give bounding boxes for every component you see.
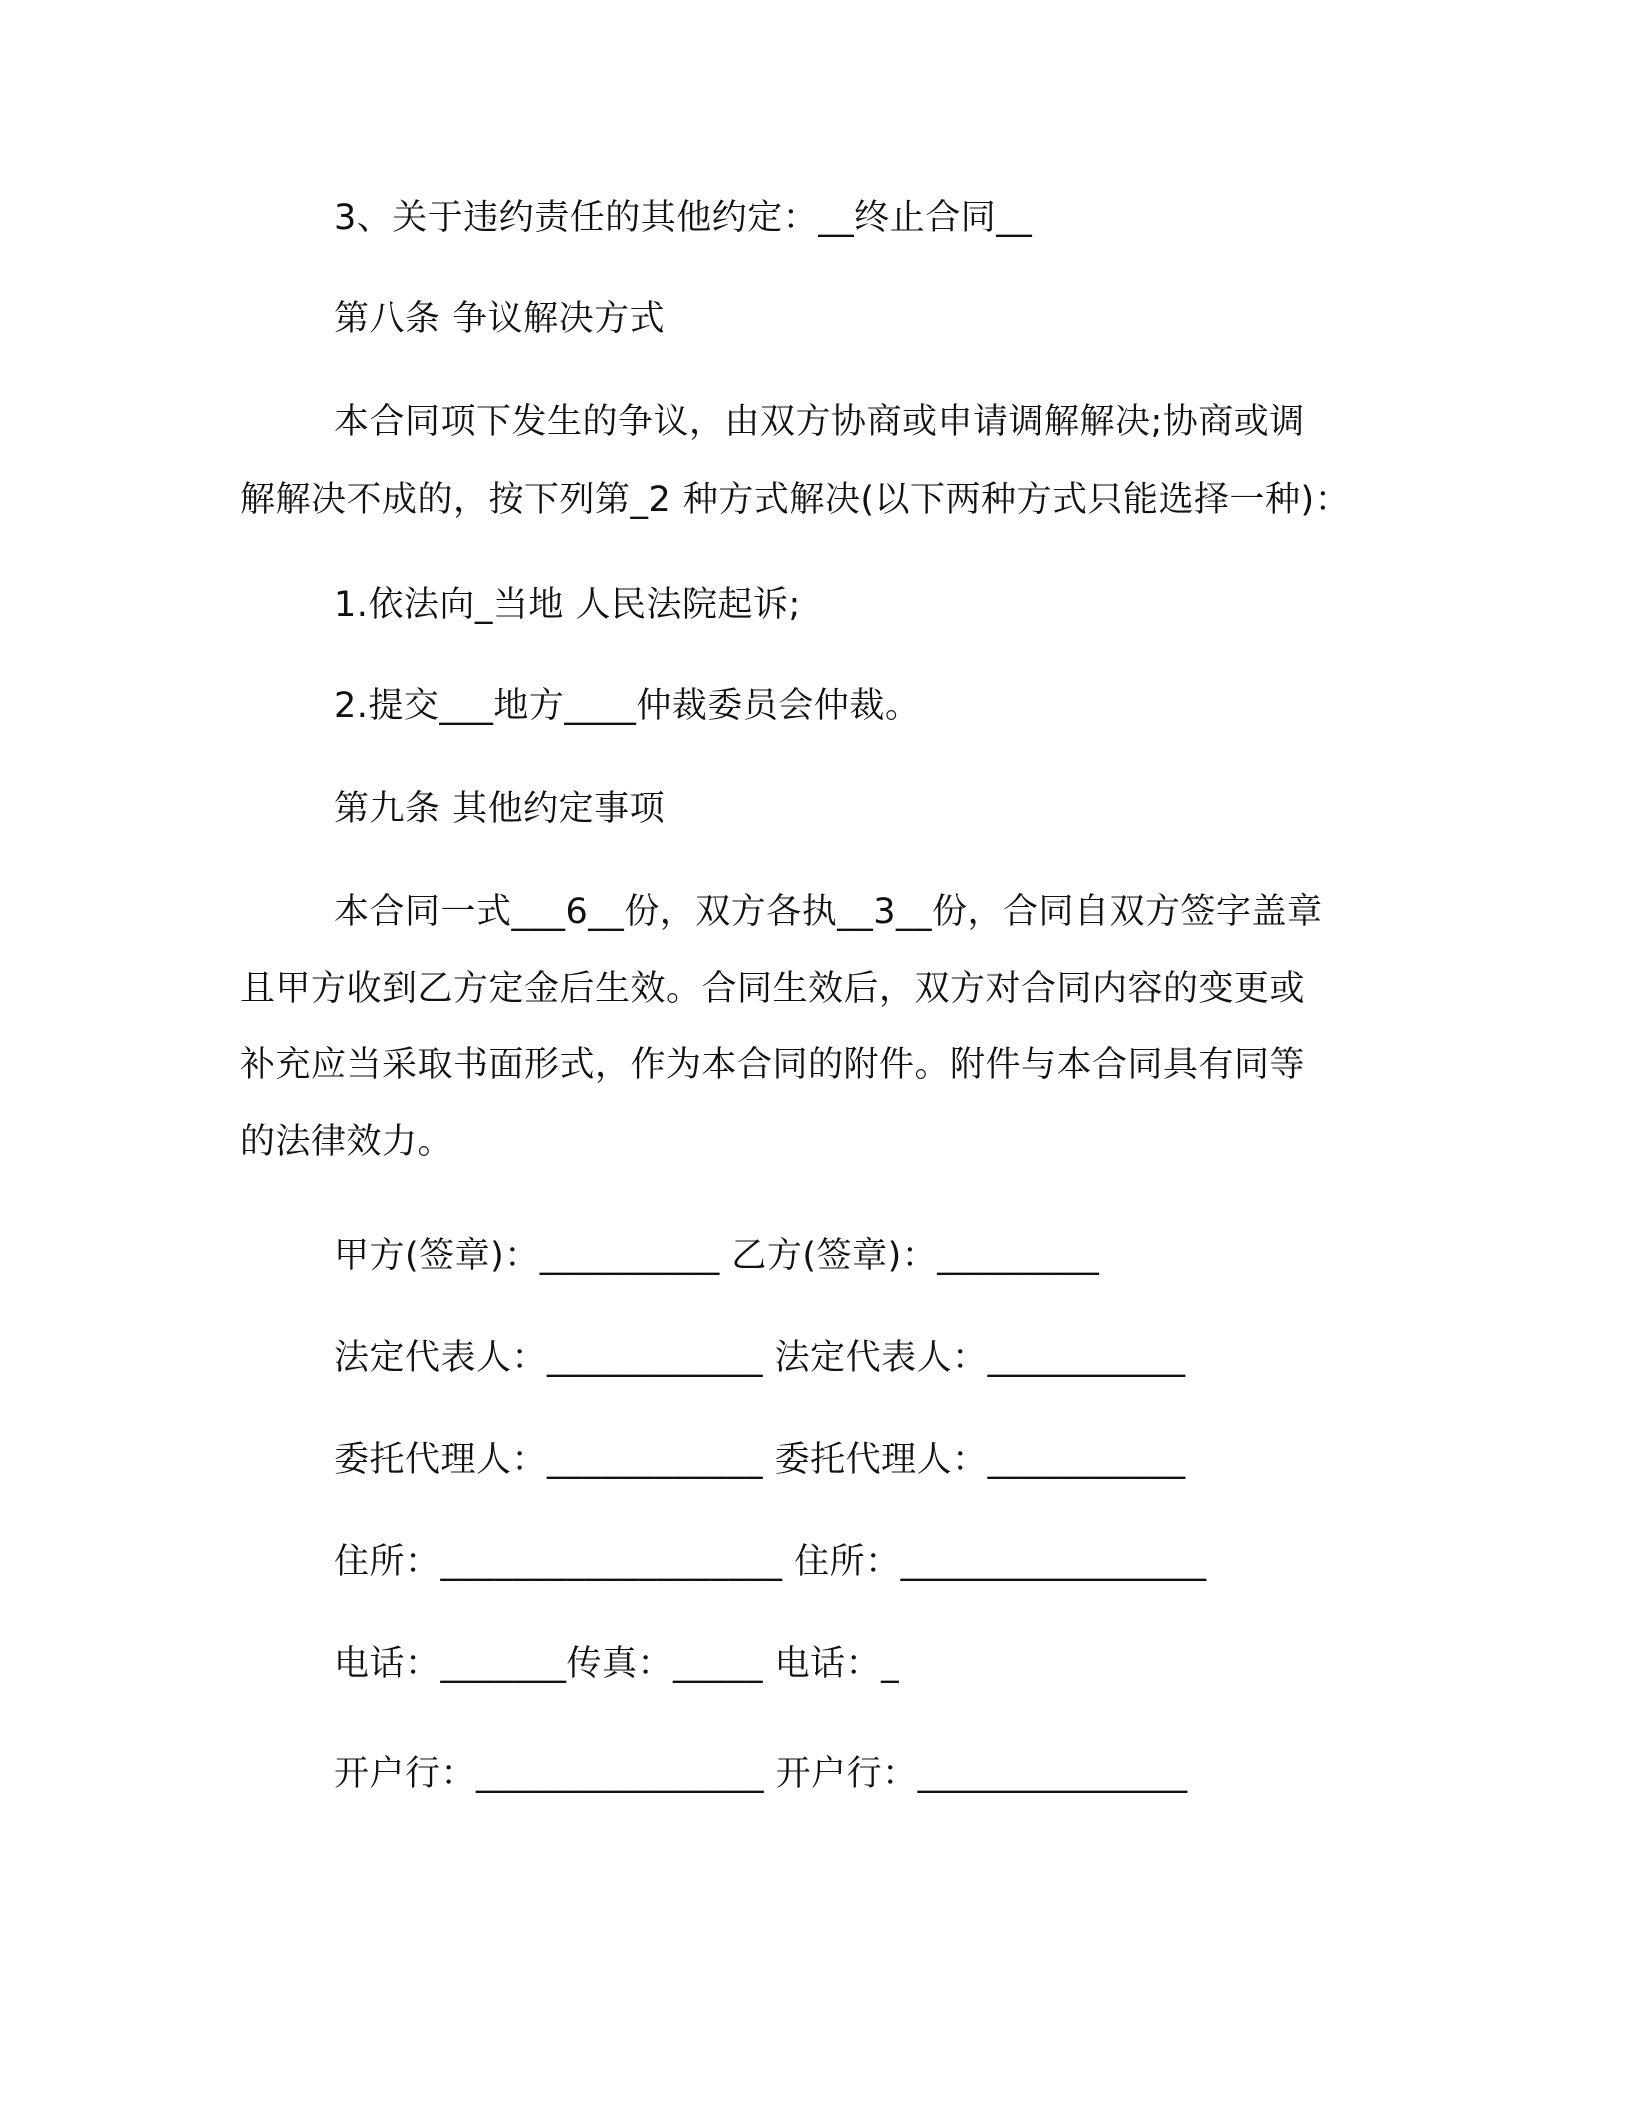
signature-seal-line: 甲方(签章)：__________ 乙方(签章)：_________ <box>334 1236 1100 1276</box>
bank-line: 开户行：________________ 开户行：_______________ <box>334 1754 1188 1794</box>
legal-representative-line: 法定代表人：____________ 法定代表人：___________ <box>334 1338 1186 1378</box>
authorized-agent-line: 委托代理人：____________ 委托代理人：___________ <box>334 1440 1186 1480</box>
phone-fax-line: 电话：_______传真：_____ 电话：_ <box>334 1644 900 1684</box>
article9-paragraph-line2: 且甲方收到乙方定金后生效。合同生效后，双方对合同内容的变更或 <box>240 969 1306 1009</box>
article8-heading: 第八条 争议解决方式 <box>334 299 666 339</box>
clause7-item3: 3、关于违约责任的其他约定：__终止合同__ <box>334 198 1033 238</box>
article8-option1: 1.依法向_当地 人民法院起诉; <box>334 585 801 625</box>
article8-paragraph-line2: 解解决不成的，按下列第_2 种方式解决(以下两种方式只能选择一种)： <box>240 480 1351 520</box>
article8-option2: 2.提交___地方____仲裁委员会仲裁。 <box>334 686 921 726</box>
article9-paragraph-line3: 补充应当采取书面形式，作为本合同的附件。附件与本合同具有同等 <box>240 1045 1306 1085</box>
article9-paragraph-line4: 的法律效力。 <box>240 1122 454 1162</box>
address-line: 住所：___________________ 住所：_________________ <box>334 1542 1207 1582</box>
article9-paragraph-line1: 本合同一式___6__份，双方各执__3__份，合同自双方签字盖章 <box>334 892 1323 932</box>
article8-paragraph-line1: 本合同项下发生的争议，由双方协商或申请调解解决;协商或调 <box>334 402 1305 442</box>
article9-heading: 第九条 其他约定事项 <box>334 789 666 829</box>
